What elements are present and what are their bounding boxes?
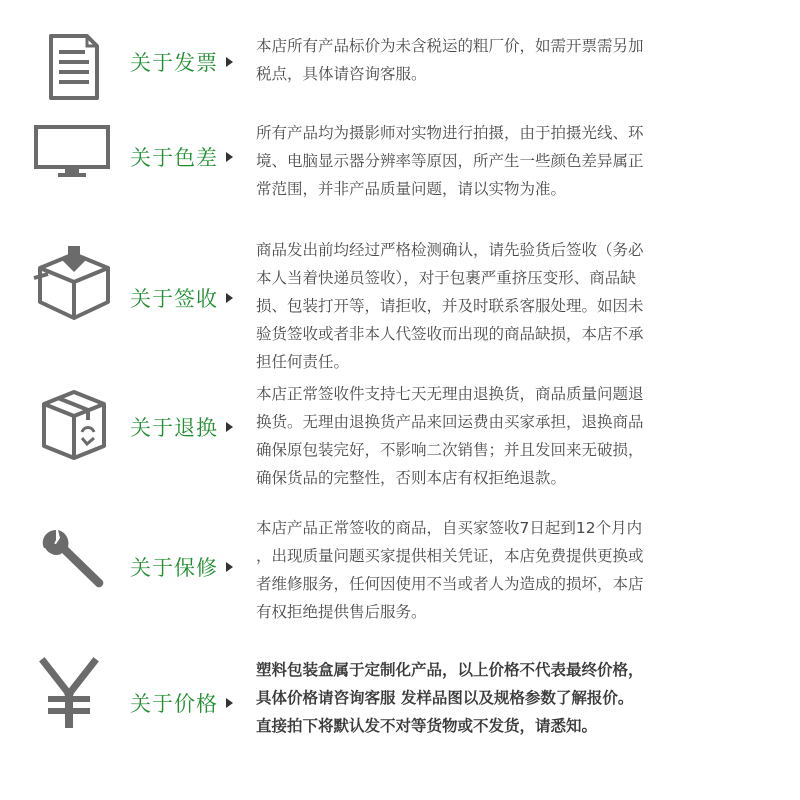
- caret-right-icon: [226, 562, 233, 572]
- color-difference-label: 关于色差: [130, 142, 250, 172]
- return-exchange-text: 本店正常签收件支持七天无理由退换货，商品质量问题退 换货。无理由退换货产品来回运费由买家承担，退换商品 确保原包装完好，不影响二次销售；并且发回来无破损， 确保货品的完整性，否则本店有权拒绝退款。: [256, 385, 644, 487]
- caret-right-icon: [226, 422, 233, 432]
- return-exchange-label: 关于退换: [130, 412, 250, 442]
- caret-right-icon: [226, 57, 233, 67]
- monitor-icon: [30, 115, 116, 195]
- caret-right-icon: [226, 698, 233, 708]
- package-receive-icon: [30, 246, 116, 326]
- color-difference-text: 所有产品均为摄影师对实物进行拍摄，由于拍摄光线、环 境、电脑显示器分辨率等原因，所产生一些颜色差异属正 常范围，并非产品质量问题，请以实物为准。: [256, 124, 644, 198]
- wrench-icon: [30, 522, 116, 602]
- warranty-label: 关于保修: [130, 552, 250, 582]
- invoice-document-icon: [30, 28, 116, 108]
- invoice-label: 关于发票: [130, 47, 250, 77]
- yen-icon: [30, 654, 116, 734]
- signing-text: 商品发出前均经过严格检测确认，请先验货后签收（务必 本人当着快递员签收），对于包裹严重挤压变形、商品缺 损、包装打开等，请拒收，并及时联系客服处理。如因未 验货签收或者非本人代签收而出现的商品缺损，本店不承 担任何责任。: [256, 241, 644, 371]
- invoice-text: 本店所有产品标价为未含税运的粗厂价，如需开票需另加 税点，具体请咨询客服。: [256, 37, 644, 83]
- price-label: 关于价格: [130, 688, 250, 718]
- caret-right-icon: [226, 152, 233, 162]
- price-text: 塑料包装盒属于定制化产品，以上价格不代表最终价格， 具体价格请咨询客服 发样品图以及规格参数了解报价。 直接拍下将默认发不对等货物或不发货，请悉知。: [256, 661, 644, 735]
- caret-right-icon: [226, 293, 233, 303]
- warranty-text: 本店产品正常签收的商品，自买家签收7日起到12个月内 ，出现质量问题买家提供相关凭证，本店免费提供更换或 者维修服务，任何因使用不当或者人为造成的损坏，本店 有权拒绝提供售后服务。: [256, 519, 644, 621]
- return-box-icon: [30, 386, 116, 466]
- signing-label: 关于签收: [130, 283, 250, 313]
